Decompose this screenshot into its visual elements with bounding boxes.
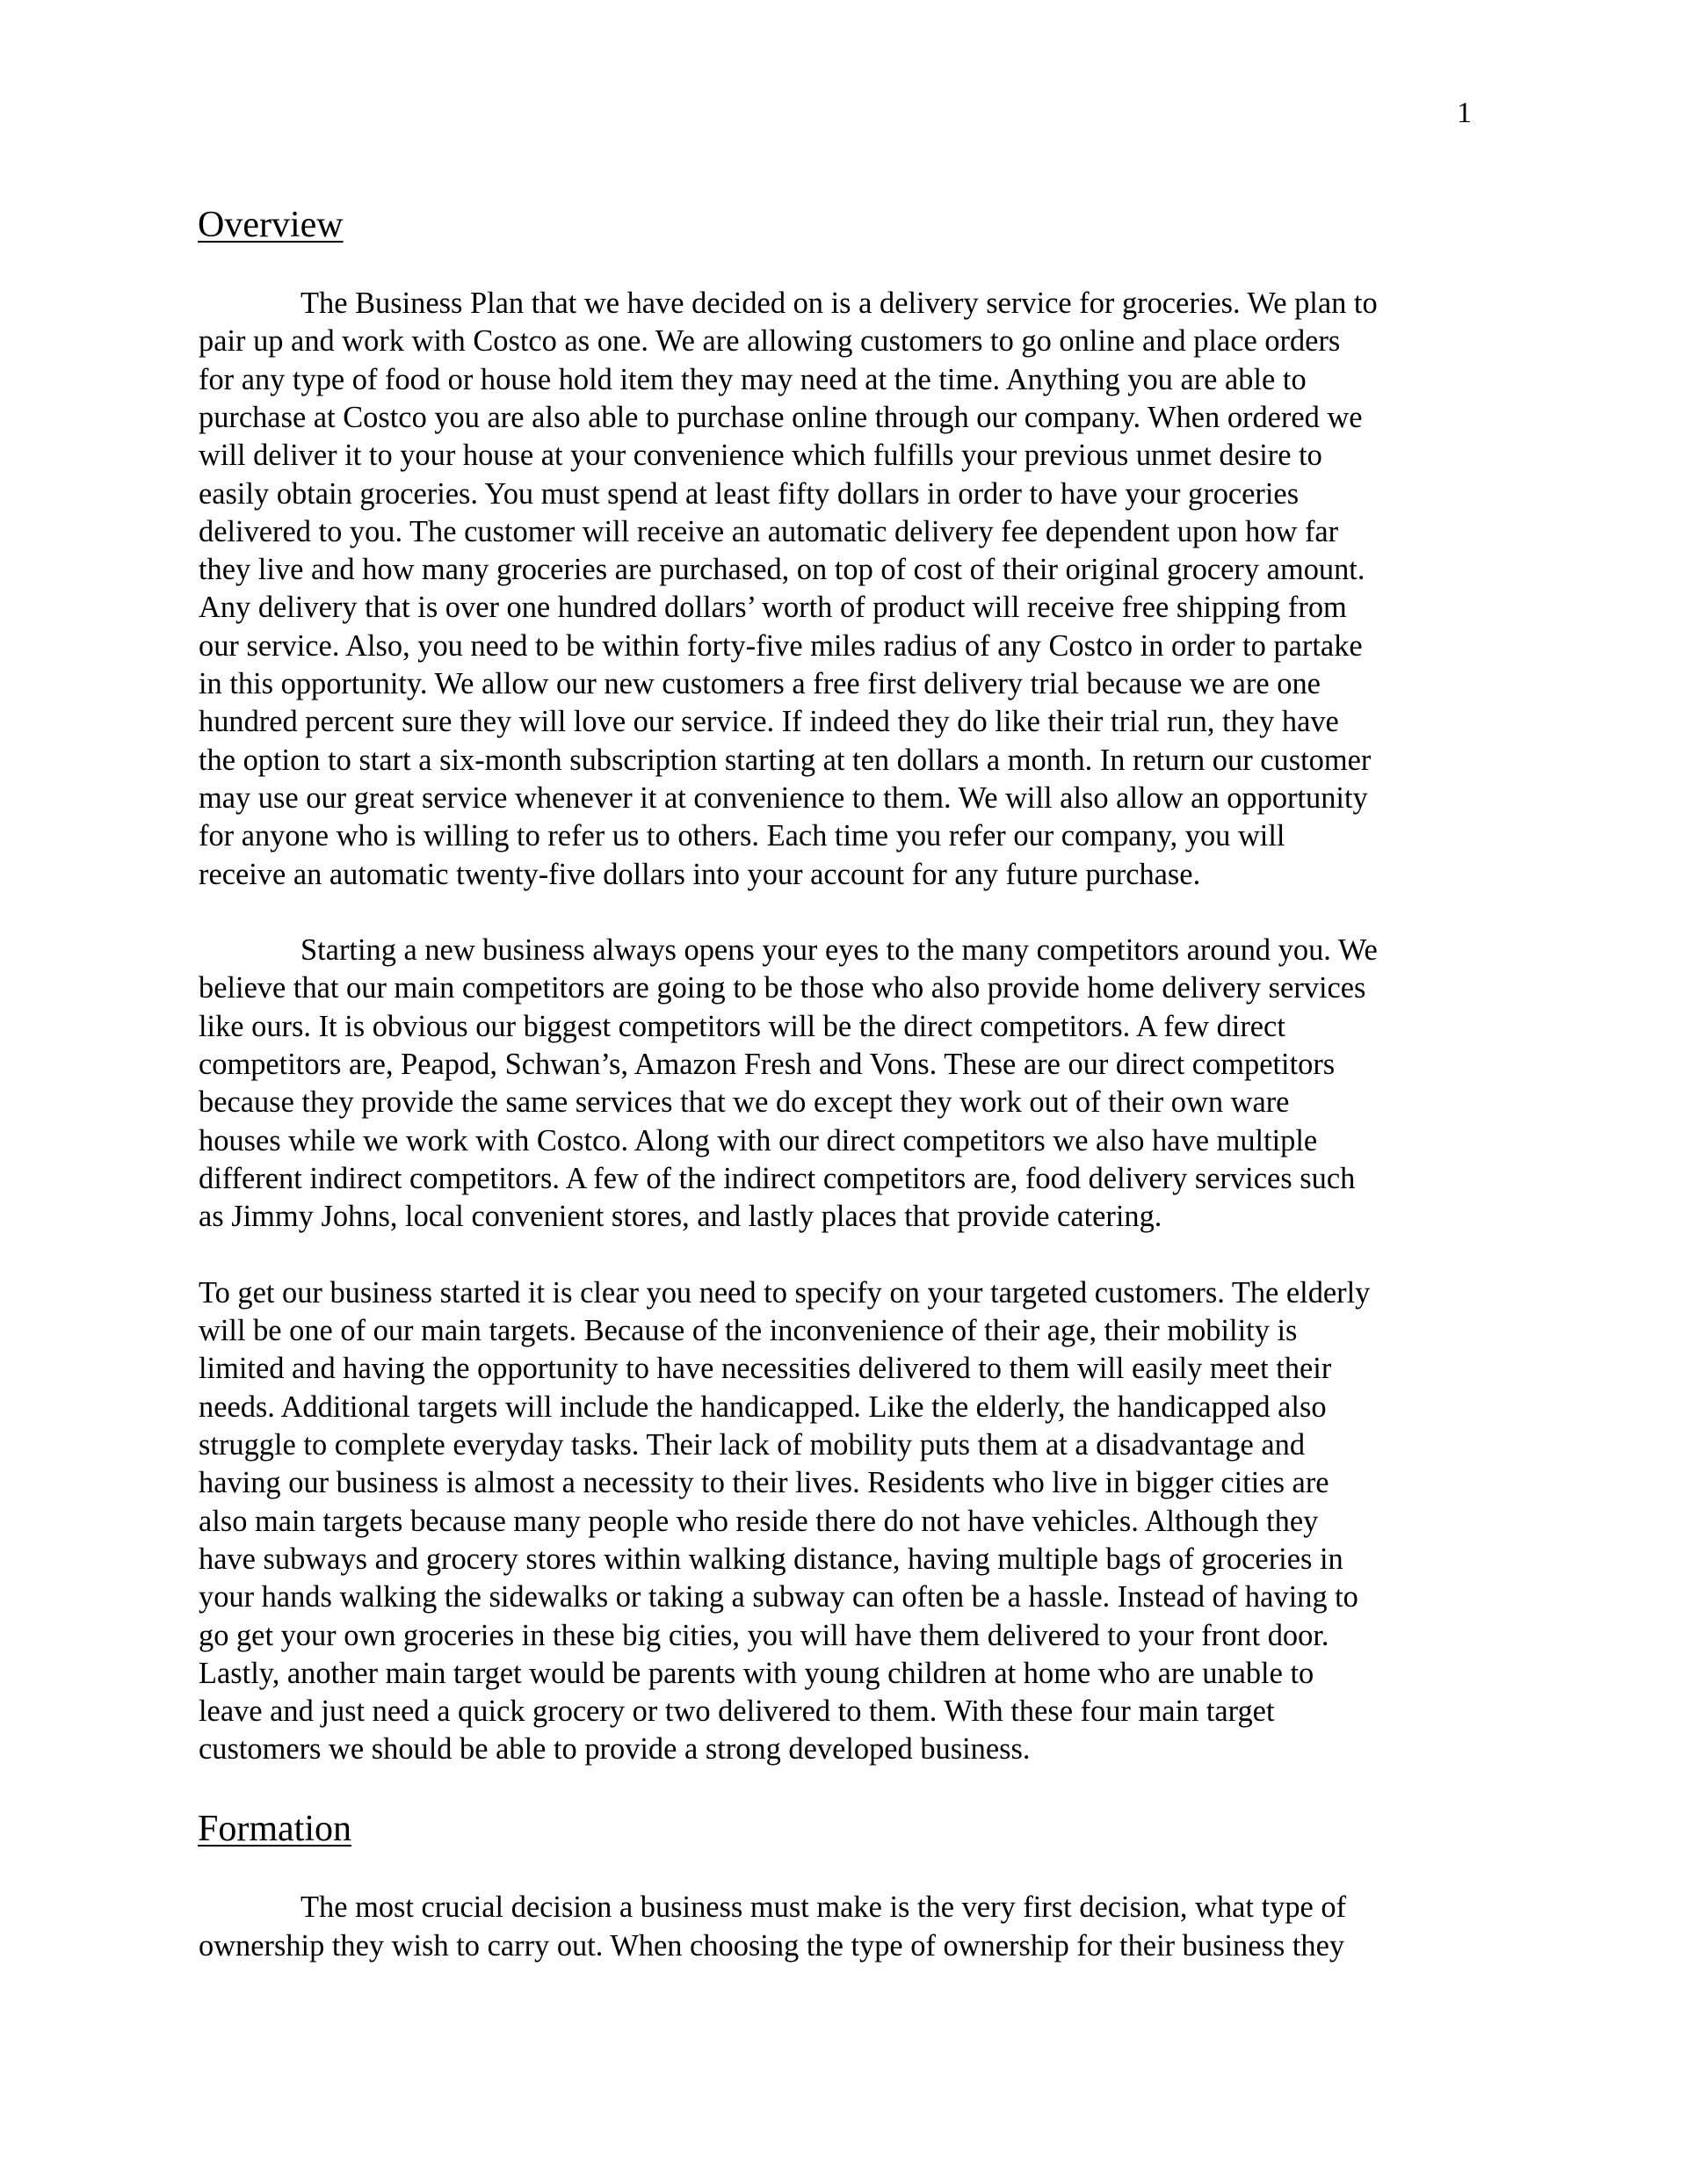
text-line: customers we should be able to provide a strong developed business. [199, 1732, 1031, 1767]
text-line: also main targets because many people who reside there do not have vehicles. Although they [199, 1504, 1319, 1538]
text-line: hundred percent sure they will love our service. If indeed they do like their trial run, they have [199, 705, 1339, 739]
text-line: struggle to complete everyday tasks. Their lack of mobility puts them at a disadvantage and [199, 1428, 1306, 1462]
text-line: purchase at Costco you are also able to purchase online through our company. When ordered we [199, 400, 1363, 434]
text-line: different indirect competitors. A few of the indirect competitors are, food delivery services such [199, 1161, 1356, 1195]
text-line: in this opportunity. We allow our new customers a free first delivery trial because we are one [199, 667, 1321, 700]
text-line: ownership they wish to carry out. When choosing the type of ownership for their business they [199, 1928, 1345, 1963]
text-line: leave and just need a quick grocery or two delivered to them. With these four main target [199, 1694, 1275, 1729]
text-line: limited and having the opportunity to have necessities delivered to them will easily meet their [199, 1352, 1332, 1386]
text-line: our service. Also, you need to be within forty-five miles radius of any Costco in order to partake [199, 628, 1363, 663]
text-line: To get our business started it is clear you need to specify on your targeted customers. The elderly [199, 1275, 1371, 1310]
text-line: for any type of food or house hold item they may need at the time. Anything you are able to [199, 362, 1307, 396]
text-line: receive an automatic twenty-five dollars into your account for any future purchase. [199, 857, 1201, 891]
text-line: easily obtain groceries. You must spend at least fifty dollars in order to have your groceries [199, 476, 1300, 511]
text-line: have subways and grocery stores within walking distance, having multiple bags of groceries in [199, 1542, 1343, 1576]
text-line: will be one of our main targets. Because of the inconvenience of their age, their mobility is [199, 1314, 1298, 1348]
text-line: because they provide the same services that we do except they work out of their own ware [199, 1085, 1290, 1120]
text-line: Starting a new business always opens your eyes to the many competitors around you. We [300, 933, 1378, 968]
text-line: your hands walking the sidewalks or taking a subway can often be a hassle. Instead of having to [199, 1580, 1358, 1614]
text-line: delivered to you. The customer will receive an automatic delivery fee dependent upon how far [199, 514, 1339, 548]
text-line: needs. Additional targets will include the handicapped. Like the elderly, the handicapped also [199, 1389, 1327, 1424]
text-line: houses while we work with Costco. Along with our direct competitors we also have multiple [199, 1123, 1318, 1157]
section-heading: Formation [198, 1809, 351, 1850]
text-line: The Business Plan that we have decided on is a delivery service for groceries. We plan to [300, 287, 1378, 320]
text-line: The most crucial decision a business must make is the very first decision, what type of [300, 1890, 1347, 1925]
text-line: as Jimmy Johns, local convenient stores, and lastly places that provide catering. [199, 1200, 1162, 1234]
text-line: the option to start a six-month subscription starting at ten dollars a month. In return our customer [199, 743, 1372, 777]
text-line: will deliver it to your house at your convenience which fulfills your previous unmet desire to [199, 439, 1322, 473]
text-line: Lastly, another main target would be parents with young children at home who are unable to [199, 1656, 1314, 1690]
text-line: go get your own groceries in these big cities, you will have them delivered to your front door. [199, 1618, 1329, 1652]
text-line: they live and how many groceries are purchased, on top of cost of their original grocery amount. [199, 553, 1365, 587]
text-line: may use our great service whenever it at convenience to them. We will also allow an opportunity [199, 780, 1368, 815]
text-line: like ours. It is obvious our biggest competitors will be the direct competitors. A few direct [199, 1009, 1285, 1043]
page-number: 1 [1457, 97, 1472, 129]
text-line: competitors are, Peapod, Schwan’s, Amazon Fresh and Vons. These are our direct competitors [199, 1048, 1336, 1081]
text-line: believe that our main competitors are going to be those who also provide home delivery services [199, 971, 1366, 1005]
text-line: having our business is almost a necessity to their lives. Residents who live in bigger cities are [199, 1466, 1329, 1500]
text-line: Any delivery that is over one hundred dollars’ worth of product will receive free shipping from [199, 591, 1347, 625]
section-heading: Overview [198, 205, 344, 245]
text-line: pair up and work with Costco as one. We are allowing customers to go online and place orders [199, 324, 1341, 359]
text-line: for anyone who is willing to refer us to others. Each time you refer our company, you will [199, 819, 1285, 853]
